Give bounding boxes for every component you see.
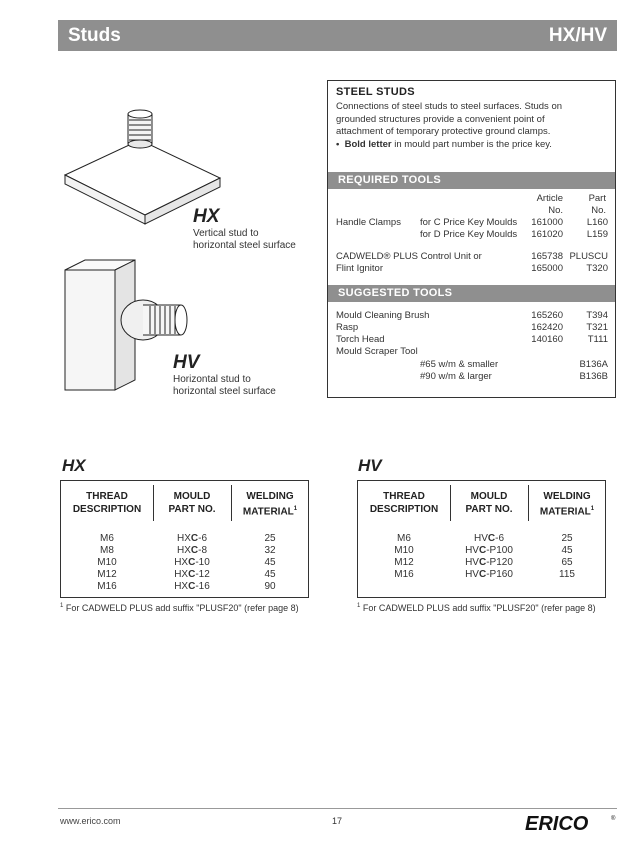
infobox-title: STEEL STUDS — [336, 86, 415, 98]
tool-detail: for D Price Key Moulds — [420, 229, 518, 240]
price-key-letter: C — [478, 557, 487, 568]
footnote-text: For CADWELD PLUS add suffix "PLUSF20" (refer page 8) — [63, 603, 299, 613]
thread-cell: M16 — [394, 569, 414, 580]
mould-part-cell — [153, 581, 231, 593]
welding-cell: 25 — [264, 533, 276, 544]
footnote-text: For CADWELD PLUS add suffix "PLUSF20" (refer page 8) — [360, 603, 596, 613]
mould-suffix: -8 — [198, 545, 208, 556]
welding-header-2: MATERIAL — [242, 506, 294, 518]
mould-part-cell — [450, 557, 528, 569]
desc-line-4-rest: in mould part number is the price key. — [391, 138, 552, 150]
suggested-tools-heading: SUGGESTED TOOLS — [338, 287, 453, 299]
hx-desc-line1: Vertical stud to — [193, 228, 259, 239]
mould-header-1: MOULD — [470, 491, 508, 502]
mould-suffix: -6 — [495, 533, 505, 544]
mould-header — [450, 490, 528, 516]
tool-part: T320 — [586, 263, 608, 274]
part-header-1: Part — [588, 193, 606, 204]
hx-table — [60, 480, 309, 598]
hv-table-caption: HV — [358, 456, 382, 475]
price-key-letter: C — [188, 569, 196, 580]
welding-column — [528, 533, 606, 581]
mould-prefix: HX — [174, 581, 189, 592]
registered-mark: ® — [611, 816, 616, 822]
welding-header-2: MATERIAL — [539, 506, 591, 518]
mould-prefix: HV — [465, 557, 479, 568]
welding-cell: 115 — [559, 569, 575, 580]
hx-table-caption: HX — [62, 456, 86, 475]
tool-name: CADWELD® PLUS Control Unit or — [336, 251, 482, 262]
tool-part: L159 — [586, 229, 608, 240]
desc-line-2: grounded structures provide a convenient point of — [336, 113, 545, 125]
footnote-mark: 1 — [590, 506, 595, 512]
hv-code: HV — [173, 352, 200, 373]
required-tools-bar — [328, 172, 615, 189]
mould-part-cell — [153, 557, 231, 569]
thread-cell: M10 — [394, 545, 414, 556]
mould-header — [153, 490, 231, 516]
mould-column — [153, 533, 231, 593]
article-header-2: No. — [548, 205, 563, 216]
mould-column — [450, 533, 528, 581]
price-key-letter: C — [478, 545, 487, 556]
welding-cell: 45 — [264, 569, 276, 580]
mould-header-1: MOULD — [173, 491, 211, 502]
thread-cell: M12 — [394, 557, 414, 568]
mould-header-2: PART NO. — [168, 504, 216, 515]
tool-name: Handle Clamps — [336, 217, 401, 228]
mould-prefix: HX — [176, 533, 191, 544]
tool-part: B136B — [579, 371, 608, 382]
thread-cell: M12 — [97, 569, 117, 580]
mould-prefix: HX — [176, 545, 191, 556]
welding-header-1: WELDING — [246, 491, 294, 502]
mould-prefix: HV — [465, 569, 479, 580]
mould-prefix: HX — [174, 557, 189, 568]
section-title: Studs — [68, 25, 121, 46]
welding-header — [231, 490, 309, 518]
mould-prefix: HV — [465, 545, 479, 556]
welding-cell: 45 — [264, 557, 276, 568]
bullet: • — [336, 138, 340, 150]
hv-block-drawing — [65, 260, 187, 390]
tool-article: 161000 — [531, 217, 563, 228]
price-key-letter: C — [190, 533, 199, 544]
thread-header-2: DESCRIPTION — [369, 504, 439, 515]
hv-table — [357, 480, 606, 598]
welding-header-1: WELDING — [543, 491, 591, 502]
page-number: 17 — [332, 816, 343, 826]
mould-prefix: HV — [473, 533, 488, 544]
footnote-mark: 1 — [357, 603, 361, 609]
welding-cell: 25 — [561, 533, 573, 544]
desc-line-1: Connections of steel studs to steel surfaces. Studs on — [336, 101, 563, 112]
hx-code: HX — [193, 206, 220, 227]
tool-article: 165000 — [531, 263, 563, 274]
thread-header-1: THREAD — [86, 491, 128, 502]
mould-part-cell — [153, 545, 231, 557]
tool-part: PLUSCU — [569, 251, 608, 262]
page-header — [58, 20, 617, 51]
welding-cell: 90 — [264, 581, 276, 592]
thread-cell: M6 — [397, 533, 411, 544]
tool-part: T111 — [587, 334, 608, 345]
price-key-letter: C — [487, 533, 496, 544]
tool-article: 165260 — [531, 310, 563, 321]
tool-name: Flint Ignitor — [336, 263, 383, 274]
tool-detail: #65 w/m & smaller — [420, 359, 499, 370]
welding-cell: 32 — [264, 545, 276, 556]
thread-column — [61, 533, 153, 593]
bold-letter-label: Bold letter — [344, 138, 392, 150]
desc-line-4 — [336, 139, 606, 152]
thread-header-1: THREAD — [383, 491, 425, 502]
hv-desc-line2: horizontal steel surface — [173, 386, 276, 397]
logo-text: ERICO — [525, 813, 589, 834]
mould-suffix: -P160 — [486, 569, 513, 580]
suggested-tools-bar — [328, 285, 615, 302]
footer-url[interactable]: www.erico.com — [60, 816, 121, 826]
thread-cell: M16 — [97, 581, 117, 592]
mould-suffix: -P100 — [486, 545, 513, 556]
tool-part: B136A — [579, 359, 608, 370]
welding-cell: 45 — [561, 545, 573, 556]
thread-header-2: DESCRIPTION — [72, 504, 142, 515]
tool-name: Rasp — [336, 322, 359, 333]
infobox-description — [336, 101, 606, 151]
mould-suffix: -12 — [195, 569, 210, 580]
hx-caption — [193, 206, 296, 252]
welding-column — [231, 533, 309, 593]
erico-logo — [523, 812, 619, 834]
mould-part-cell — [153, 569, 231, 581]
product-code-title: HX/HV — [548, 25, 607, 46]
tool-name: Torch Head — [336, 334, 385, 345]
article-header-1: Article — [536, 193, 563, 204]
thread-cell: M10 — [97, 557, 117, 568]
mould-part-cell — [153, 533, 231, 545]
thread-cell: M6 — [100, 533, 114, 544]
tool-article: 162420 — [531, 322, 563, 333]
price-key-letter: C — [190, 545, 199, 556]
welding-cell: 65 — [561, 557, 573, 568]
mould-part-cell — [450, 545, 528, 557]
desc-line-3: attachment of temporary protective ground clamps. — [336, 126, 551, 137]
thread-cell: M8 — [100, 545, 114, 556]
footnote-mark: 1 — [293, 506, 298, 512]
hx-desc-line2: horizontal steel surface — [193, 240, 296, 251]
footer-rule — [58, 808, 617, 809]
mould-prefix: HX — [174, 569, 189, 580]
tool-part: L160 — [586, 217, 608, 228]
hv-desc-line1: Horizontal stud to — [173, 374, 251, 385]
part-col-header — [566, 193, 606, 217]
tool-part: T394 — [586, 310, 608, 321]
tool-detail: #90 w/m & larger — [420, 371, 492, 382]
tool-name: Mould Cleaning Brush — [336, 310, 430, 321]
article-col-header — [523, 193, 563, 217]
mould-suffix: -6 — [198, 533, 208, 544]
thread-header — [61, 490, 153, 516]
hx-footnote — [60, 603, 299, 613]
mould-suffix: -16 — [195, 581, 210, 592]
tool-article: 140160 — [531, 334, 563, 345]
welding-header — [528, 490, 606, 518]
hv-footnote — [357, 603, 596, 613]
thread-column — [358, 533, 450, 581]
price-key-letter: C — [188, 557, 196, 568]
tool-article: 161020 — [531, 229, 563, 240]
mould-part-cell — [450, 569, 528, 581]
thread-header — [358, 490, 450, 516]
mould-part-cell — [450, 533, 528, 545]
steel-studs-infobox — [327, 80, 616, 398]
part-header-2: No. — [591, 205, 606, 216]
mould-suffix: -P120 — [486, 557, 513, 568]
required-tools-heading: REQUIRED TOOLS — [338, 174, 442, 186]
tool-part: T321 — [586, 322, 608, 333]
tool-detail: for C Price Key Moulds — [420, 217, 518, 228]
footnote-mark: 1 — [60, 603, 64, 609]
price-key-letter: C — [478, 569, 487, 580]
price-key-letter: C — [188, 581, 196, 592]
hv-caption — [173, 352, 276, 398]
tool-article: 165738 — [531, 251, 563, 262]
mould-suffix: -10 — [195, 557, 210, 568]
tool-name: Mould Scraper Tool — [336, 346, 418, 357]
mould-header-2: PART NO. — [465, 504, 513, 515]
